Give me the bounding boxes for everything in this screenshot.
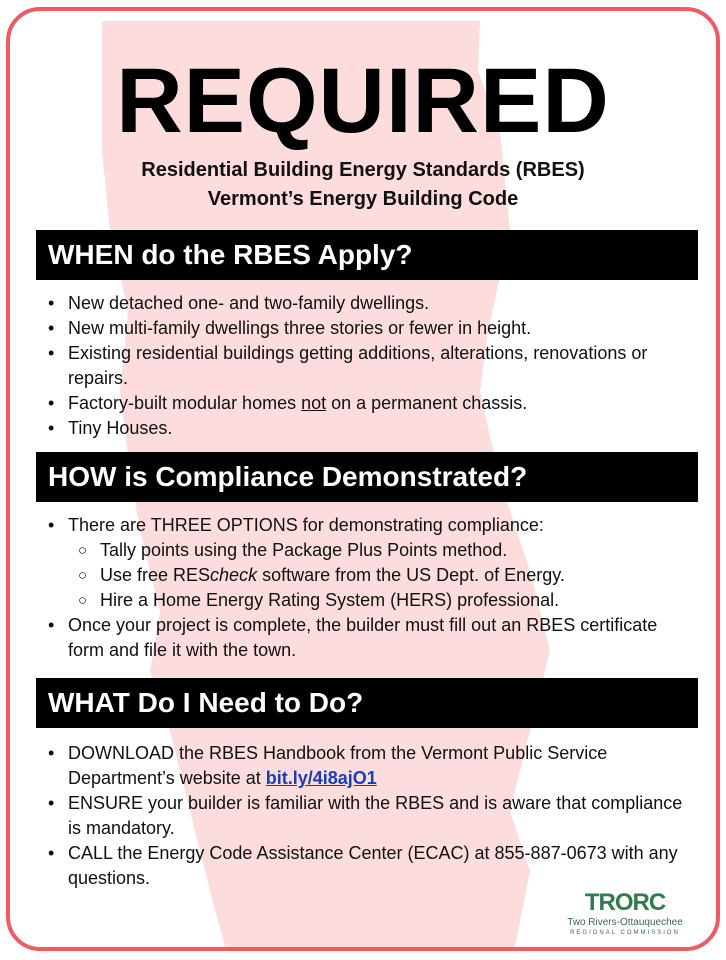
flyer-frame [6,7,720,951]
trorc-logo [550,891,700,937]
when-list [46,291,686,441]
list-item: • Factory-built modular homes not on a permanent chassis. [48,393,528,413]
list-item: • ENSURE your builder is familiar with the RBES and is aware that compliance is mandatory. [48,793,683,838]
handbook-link[interactable]: bit.ly/4i8ajO1 [265,768,377,788]
required-title: REQUIRED [116,50,610,152]
list-item: • Tiny Houses. [48,418,173,438]
option-item: ○ Tally points using the Package Plus Points method. [78,540,508,560]
list-item: • There are THREE OPTIONS for demonstrating compliance: [48,515,544,535]
list-item: • Existing residential buildings getting additions, alterations, renovations or repairs. [48,343,648,388]
subtitle-code: Vermont’s Energy Building Code [207,188,519,210]
trorc-logo-name: Two Rivers-Ottauquechee [567,917,683,928]
when-heading: WHEN do the RBES Apply? [36,230,698,280]
list-item: • DOWNLOAD the RBES Handbook from the Vermont Public Service Department’s website at bit.ly/4i8ajO1 [48,743,608,788]
trorc-logo-mark: TRORC [584,889,666,916]
how-heading: HOW is Compliance Demonstrated? [36,452,698,502]
what-heading: WHAT Do I Need to Do? [36,678,698,728]
option-item: ○ Use free REScheck software from the US Dept. of Energy. [78,565,565,585]
option-item: ○ Hire a Home Energy Rating System (HERS) professional. [78,590,560,610]
list-item: • Once your project is complete, the builder must fill out an RBES certificate form and file it with the town. [48,615,658,660]
list-item: • CALL the Energy Code Assistance Center (ECAC) at 855-887-0673 with any questions. [48,843,678,888]
list-item: • New detached one- and two-family dwellings. [48,293,430,313]
what-list [46,741,686,891]
trorc-logo-sub: REGIONAL COMMISSION [570,930,680,936]
how-list [46,513,686,663]
list-item: • New multi-family dwellings three stories or fewer in height. [48,318,532,338]
subtitle-rbes: Residential Building Energy Standards (RBES) [141,159,585,181]
